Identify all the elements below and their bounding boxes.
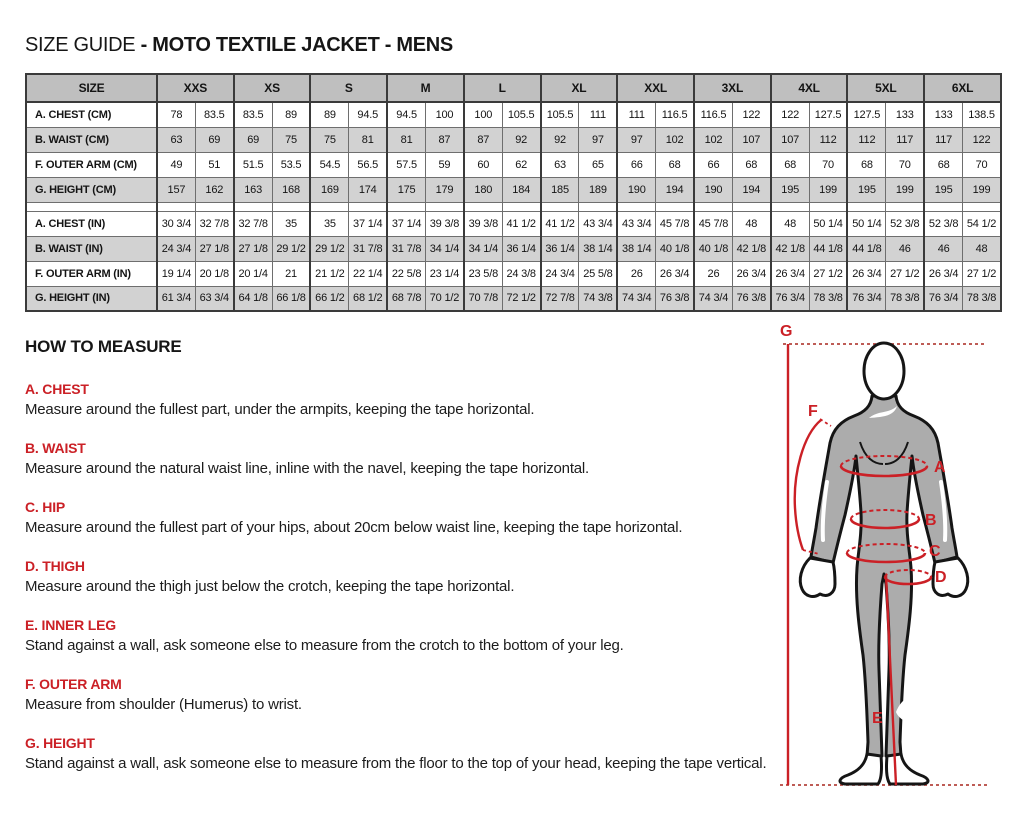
waist-label: B bbox=[925, 512, 937, 529]
size-cell: 94.5 bbox=[349, 102, 387, 127]
size-cell: 43 3/4 bbox=[617, 211, 655, 236]
size-cell: 54.5 bbox=[310, 152, 348, 177]
size-cell: 122 bbox=[732, 102, 770, 127]
measure-text: Stand against a wall, ask someone else to measure from the crotch to the bottom of your leg. bbox=[25, 637, 624, 654]
spacer-cell bbox=[195, 202, 233, 211]
table-row bbox=[26, 286, 1001, 311]
spacer-cell bbox=[924, 202, 962, 211]
size-cell: 36 1/4 bbox=[541, 236, 579, 261]
size-cell: 127.5 bbox=[809, 102, 847, 127]
size-cell: 168 bbox=[272, 177, 310, 202]
size-cell: 68 bbox=[771, 152, 809, 177]
spacer-cell bbox=[579, 202, 617, 211]
size-cell: 42 1/8 bbox=[771, 236, 809, 261]
right-foot bbox=[886, 754, 928, 784]
size-cell: 78 3/8 bbox=[963, 286, 1001, 311]
size-cell: 44 1/8 bbox=[847, 236, 885, 261]
size-cell: 43 3/4 bbox=[579, 211, 617, 236]
size-cell: 40 1/8 bbox=[656, 236, 694, 261]
size-cell: 111 bbox=[617, 102, 655, 127]
size-cell: 52 3/8 bbox=[886, 211, 924, 236]
spacer-cell bbox=[541, 202, 579, 211]
size-cell: 169 bbox=[310, 177, 348, 202]
size-cell: 163 bbox=[234, 177, 272, 202]
size-cell: 48 bbox=[963, 236, 1001, 261]
left-hand bbox=[800, 558, 835, 596]
unit-spacer-row bbox=[26, 202, 1001, 211]
spacer-cell bbox=[234, 202, 272, 211]
size-cell: 162 bbox=[195, 177, 233, 202]
size-cell: 179 bbox=[426, 177, 464, 202]
size-cell: 138.5 bbox=[963, 102, 1001, 127]
size-cell: 26 3/4 bbox=[771, 261, 809, 286]
size-cell: 53.5 bbox=[272, 152, 310, 177]
size-cell: 51 bbox=[195, 152, 233, 177]
size-cell: 102 bbox=[656, 127, 694, 152]
chest-label: A bbox=[934, 459, 946, 476]
size-cell: 76 3/8 bbox=[732, 286, 770, 311]
spacer-cell bbox=[886, 202, 924, 211]
body-diagram-svg bbox=[768, 322, 1020, 820]
size-cell: 66 bbox=[617, 152, 655, 177]
size-cell: 78 3/8 bbox=[809, 286, 847, 311]
size-cell: 26 3/4 bbox=[924, 261, 962, 286]
size-cell: 46 bbox=[924, 236, 962, 261]
size-cell: 36 1/4 bbox=[502, 236, 540, 261]
size-header-xl: XL bbox=[541, 74, 618, 102]
measure-label: C. HIP bbox=[25, 499, 66, 515]
measure-section bbox=[25, 617, 770, 655]
size-cell: 116.5 bbox=[694, 102, 732, 127]
size-cell: 48 bbox=[771, 211, 809, 236]
spacer-cell bbox=[387, 202, 425, 211]
size-cell: 92 bbox=[502, 127, 540, 152]
size-cell: 107 bbox=[771, 127, 809, 152]
size-cell: 133 bbox=[924, 102, 962, 127]
page-title-product: - MOTO TEXTILE JACKET - MENS bbox=[140, 34, 453, 56]
size-cell: 22 1/4 bbox=[349, 261, 387, 286]
size-cell: 34 1/4 bbox=[464, 236, 502, 261]
size-chart-table bbox=[25, 73, 1002, 312]
size-cell: 76 3/4 bbox=[847, 286, 885, 311]
size-cell: 39 3/8 bbox=[426, 211, 464, 236]
spacer-cell bbox=[963, 202, 1001, 211]
size-cell: 21 bbox=[272, 261, 310, 286]
size-cell: 195 bbox=[771, 177, 809, 202]
size-cell: 26 3/4 bbox=[732, 261, 770, 286]
size-cell: 37 1/4 bbox=[349, 211, 387, 236]
size-cell: 97 bbox=[579, 127, 617, 152]
size-cell: 190 bbox=[694, 177, 732, 202]
size-header-m: M bbox=[387, 74, 464, 102]
spacer-cell bbox=[771, 202, 809, 211]
size-cell: 70 bbox=[963, 152, 1001, 177]
measure-text: Stand against a wall, ask someone else to measure from the floor to the top of your head, keeping the tape vertical. bbox=[25, 755, 767, 772]
size-cell: 39 3/8 bbox=[464, 211, 502, 236]
size-cell: 100 bbox=[464, 102, 502, 127]
measure-label: D. THIGH bbox=[25, 558, 85, 574]
size-cell: 27 1/8 bbox=[195, 236, 233, 261]
row-label: G. HEIGHT (CM) bbox=[26, 177, 157, 202]
size-cell: 107 bbox=[732, 127, 770, 152]
size-cell: 112 bbox=[847, 127, 885, 152]
size-cell: 68 bbox=[732, 152, 770, 177]
size-cell: 38 1/4 bbox=[579, 236, 617, 261]
row-label: G. HEIGHT (IN) bbox=[26, 286, 157, 311]
measure-section bbox=[25, 735, 770, 773]
measure-section bbox=[25, 381, 770, 419]
measure-text: Measure around the thigh just below the crotch, keeping the tape horizontal. bbox=[25, 578, 515, 595]
size-cell: 175 bbox=[387, 177, 425, 202]
size-cell: 25 5/8 bbox=[579, 261, 617, 286]
size-cell: 38 1/4 bbox=[617, 236, 655, 261]
size-cell: 127.5 bbox=[847, 102, 885, 127]
size-cell: 24 3/4 bbox=[541, 261, 579, 286]
head bbox=[864, 343, 904, 399]
table-row bbox=[26, 127, 1001, 152]
size-cell: 111 bbox=[579, 102, 617, 127]
size-cell: 27 1/2 bbox=[886, 261, 924, 286]
size-cell: 37 1/4 bbox=[387, 211, 425, 236]
size-cell: 35 bbox=[272, 211, 310, 236]
size-cell: 41 1/2 bbox=[502, 211, 540, 236]
size-cell: 51.5 bbox=[234, 152, 272, 177]
measure-label: F. OUTER ARM bbox=[25, 676, 122, 692]
spacer-cell bbox=[26, 202, 157, 211]
measure-section-list bbox=[25, 381, 770, 773]
outer-arm-tick-top bbox=[820, 419, 831, 426]
spacer-cell bbox=[502, 202, 540, 211]
spacer-cell bbox=[157, 202, 195, 211]
table-row bbox=[26, 261, 1001, 286]
size-cell: 20 1/8 bbox=[195, 261, 233, 286]
table-row bbox=[26, 102, 1001, 127]
size-cell: 78 bbox=[157, 102, 195, 127]
row-label: B. WAIST (CM) bbox=[26, 127, 157, 152]
size-cell: 185 bbox=[541, 177, 579, 202]
size-cell: 75 bbox=[272, 127, 310, 152]
size-cell: 40 1/8 bbox=[694, 236, 732, 261]
size-cell: 26 bbox=[617, 261, 655, 286]
size-header-xxl: XXL bbox=[617, 74, 694, 102]
size-header-xs: XS bbox=[234, 74, 311, 102]
size-cell: 76 3/8 bbox=[656, 286, 694, 311]
measure-section bbox=[25, 558, 770, 596]
how-to-measure-heading: HOW TO MEASURE bbox=[25, 337, 182, 356]
size-cell: 65 bbox=[579, 152, 617, 177]
size-cell: 63 bbox=[541, 152, 579, 177]
measure-text: Measure around the fullest part, under the armpits, keeping the tape horizontal. bbox=[25, 401, 535, 418]
size-cell: 68 bbox=[656, 152, 694, 177]
table-row bbox=[26, 236, 1001, 261]
table-row bbox=[26, 211, 1001, 236]
size-cell: 81 bbox=[349, 127, 387, 152]
size-cell: 41 1/2 bbox=[541, 211, 579, 236]
size-cell: 68 7/8 bbox=[387, 286, 425, 311]
size-cell: 68 bbox=[924, 152, 962, 177]
page-title bbox=[25, 34, 453, 57]
spacer-cell bbox=[426, 202, 464, 211]
size-cell: 64 1/8 bbox=[234, 286, 272, 311]
size-cell: 117 bbox=[886, 127, 924, 152]
size-cell: 46 bbox=[886, 236, 924, 261]
size-cell: 30 3/4 bbox=[157, 211, 195, 236]
thigh-label: D bbox=[935, 569, 947, 586]
size-cell: 62 bbox=[502, 152, 540, 177]
size-cell: 27 1/2 bbox=[963, 261, 1001, 286]
size-cell: 61 3/4 bbox=[157, 286, 195, 311]
measure-text: Measure around the fullest part of your hips, about 20cm below waist line, keeping the tape horizontal. bbox=[25, 519, 683, 536]
size-cell: 72 1/2 bbox=[502, 286, 540, 311]
size-cell: 194 bbox=[732, 177, 770, 202]
size-cell: 68 bbox=[847, 152, 885, 177]
spacer-cell bbox=[617, 202, 655, 211]
size-cell: 29 1/2 bbox=[310, 236, 348, 261]
size-cell: 66 1/8 bbox=[272, 286, 310, 311]
row-label: A. CHEST (IN) bbox=[26, 211, 157, 236]
measurement-figure bbox=[768, 322, 1020, 820]
spacer-cell bbox=[272, 202, 310, 211]
spacer-cell bbox=[732, 202, 770, 211]
spacer-cell bbox=[349, 202, 387, 211]
size-cell: 70 1/2 bbox=[426, 286, 464, 311]
size-cell: 74 3/4 bbox=[617, 286, 655, 311]
size-cell: 57.5 bbox=[387, 152, 425, 177]
size-cell: 68 1/2 bbox=[349, 286, 387, 311]
size-cell: 117 bbox=[924, 127, 962, 152]
size-cell: 23 1/4 bbox=[426, 261, 464, 286]
size-cell: 194 bbox=[656, 177, 694, 202]
size-cell: 74 3/8 bbox=[579, 286, 617, 311]
row-label: F. OUTER ARM (CM) bbox=[26, 152, 157, 177]
size-header-l: L bbox=[464, 74, 541, 102]
size-cell: 92 bbox=[541, 127, 579, 152]
spacer-cell bbox=[694, 202, 732, 211]
size-cell: 35 bbox=[310, 211, 348, 236]
outer-arm-label: F bbox=[808, 403, 818, 420]
size-cell: 81 bbox=[387, 127, 425, 152]
size-cell: 29 1/2 bbox=[272, 236, 310, 261]
size-cell: 74 3/4 bbox=[694, 286, 732, 311]
size-cell: 34 1/4 bbox=[426, 236, 464, 261]
how-to-measure-section bbox=[25, 337, 770, 794]
size-cell: 20 1/4 bbox=[234, 261, 272, 286]
inner-leg-label: E bbox=[872, 710, 883, 727]
size-cell: 133 bbox=[886, 102, 924, 127]
measure-section bbox=[25, 440, 770, 478]
size-header-s: S bbox=[310, 74, 387, 102]
measure-section bbox=[25, 499, 770, 537]
size-cell: 49 bbox=[157, 152, 195, 177]
size-cell: 27 1/2 bbox=[809, 261, 847, 286]
measure-section bbox=[25, 676, 770, 714]
measure-label: A. CHEST bbox=[25, 381, 89, 397]
height-label: G bbox=[780, 323, 793, 340]
size-cell: 174 bbox=[349, 177, 387, 202]
size-cell: 59 bbox=[426, 152, 464, 177]
size-cell: 102 bbox=[694, 127, 732, 152]
size-cell: 60 bbox=[464, 152, 502, 177]
row-label: F. OUTER ARM (IN) bbox=[26, 261, 157, 286]
size-header-6xl: 6XL bbox=[924, 74, 1001, 102]
page-title-prefix: SIZE GUIDE bbox=[25, 34, 141, 56]
size-cell: 112 bbox=[809, 127, 847, 152]
size-cell: 50 1/4 bbox=[847, 211, 885, 236]
size-cell: 76 3/4 bbox=[771, 286, 809, 311]
table-row bbox=[26, 177, 1001, 202]
size-cell: 22 5/8 bbox=[387, 261, 425, 286]
size-cell: 50 1/4 bbox=[809, 211, 847, 236]
size-cell: 72 7/8 bbox=[541, 286, 579, 311]
left-foot bbox=[840, 754, 882, 784]
size-header-row bbox=[26, 74, 1001, 102]
size-cell: 63 3/4 bbox=[195, 286, 233, 311]
size-header-5xl: 5XL bbox=[847, 74, 924, 102]
size-cell: 70 bbox=[886, 152, 924, 177]
size-cell: 54 1/2 bbox=[963, 211, 1001, 236]
size-cell: 189 bbox=[579, 177, 617, 202]
size-cell: 195 bbox=[847, 177, 885, 202]
size-cell: 44 1/8 bbox=[809, 236, 847, 261]
size-cell: 32 7/8 bbox=[195, 211, 233, 236]
size-corner-header: SIZE bbox=[26, 74, 157, 102]
size-cell: 122 bbox=[771, 102, 809, 127]
size-cell: 116.5 bbox=[656, 102, 694, 127]
measure-label: G. HEIGHT bbox=[25, 735, 95, 751]
size-cell: 21 1/2 bbox=[310, 261, 348, 286]
measure-label: B. WAIST bbox=[25, 440, 86, 456]
size-cell: 87 bbox=[426, 127, 464, 152]
spacer-cell bbox=[656, 202, 694, 211]
size-cell: 31 7/8 bbox=[349, 236, 387, 261]
size-cell: 89 bbox=[310, 102, 348, 127]
size-cell: 45 7/8 bbox=[656, 211, 694, 236]
size-cell: 199 bbox=[809, 177, 847, 202]
size-cell: 190 bbox=[617, 177, 655, 202]
size-cell: 199 bbox=[886, 177, 924, 202]
size-cell: 97 bbox=[617, 127, 655, 152]
size-cell: 100 bbox=[426, 102, 464, 127]
size-cell: 70 7/8 bbox=[464, 286, 502, 311]
size-table-wrap bbox=[25, 73, 1002, 312]
size-cell: 87 bbox=[464, 127, 502, 152]
size-cell: 23 5/8 bbox=[464, 261, 502, 286]
size-cell: 27 1/8 bbox=[234, 236, 272, 261]
spacer-cell bbox=[310, 202, 348, 211]
size-cell: 24 3/8 bbox=[502, 261, 540, 286]
spacer-cell bbox=[464, 202, 502, 211]
measure-label: E. INNER LEG bbox=[25, 617, 116, 633]
size-header-xxs: XXS bbox=[157, 74, 234, 102]
size-cell: 70 bbox=[809, 152, 847, 177]
hip-label: C bbox=[929, 543, 941, 560]
size-cell: 83.5 bbox=[195, 102, 233, 127]
size-cell: 26 3/4 bbox=[847, 261, 885, 286]
size-cell: 24 3/4 bbox=[157, 236, 195, 261]
spacer-cell bbox=[847, 202, 885, 211]
size-cell: 105.5 bbox=[502, 102, 540, 127]
measure-text: Measure around the natural waist line, inline with the navel, keeping the tape horizontal. bbox=[25, 460, 590, 477]
size-cell: 19 1/4 bbox=[157, 261, 195, 286]
size-cell: 69 bbox=[195, 127, 233, 152]
size-cell: 157 bbox=[157, 177, 195, 202]
spacer-cell bbox=[809, 202, 847, 211]
size-cell: 26 3/4 bbox=[656, 261, 694, 286]
size-cell: 32 7/8 bbox=[234, 211, 272, 236]
size-cell: 56.5 bbox=[349, 152, 387, 177]
size-cell: 195 bbox=[924, 177, 962, 202]
size-cell: 122 bbox=[963, 127, 1001, 152]
size-cell: 45 7/8 bbox=[694, 211, 732, 236]
size-cell: 31 7/8 bbox=[387, 236, 425, 261]
size-cell: 66 bbox=[694, 152, 732, 177]
size-cell: 89 bbox=[272, 102, 310, 127]
size-cell: 42 1/8 bbox=[732, 236, 770, 261]
size-cell: 180 bbox=[464, 177, 502, 202]
size-cell: 184 bbox=[502, 177, 540, 202]
size-header-4xl: 4XL bbox=[771, 74, 848, 102]
measure-text: Measure from shoulder (Humerus) to wrist. bbox=[25, 696, 302, 713]
size-cell: 83.5 bbox=[234, 102, 272, 127]
size-cell: 78 3/8 bbox=[886, 286, 924, 311]
size-cell: 69 bbox=[234, 127, 272, 152]
row-label: B. WAIST (IN) bbox=[26, 236, 157, 261]
size-cell: 66 1/2 bbox=[310, 286, 348, 311]
row-label: A. CHEST (CM) bbox=[26, 102, 157, 127]
size-cell: 26 bbox=[694, 261, 732, 286]
size-cell: 199 bbox=[963, 177, 1001, 202]
size-cell: 94.5 bbox=[387, 102, 425, 127]
size-cell: 105.5 bbox=[541, 102, 579, 127]
table-row bbox=[26, 152, 1001, 177]
size-cell: 63 bbox=[157, 127, 195, 152]
size-cell: 76 3/4 bbox=[924, 286, 962, 311]
size-cell: 52 3/8 bbox=[924, 211, 962, 236]
size-header-3xl: 3XL bbox=[694, 74, 771, 102]
size-cell: 48 bbox=[732, 211, 770, 236]
size-cell: 75 bbox=[310, 127, 348, 152]
